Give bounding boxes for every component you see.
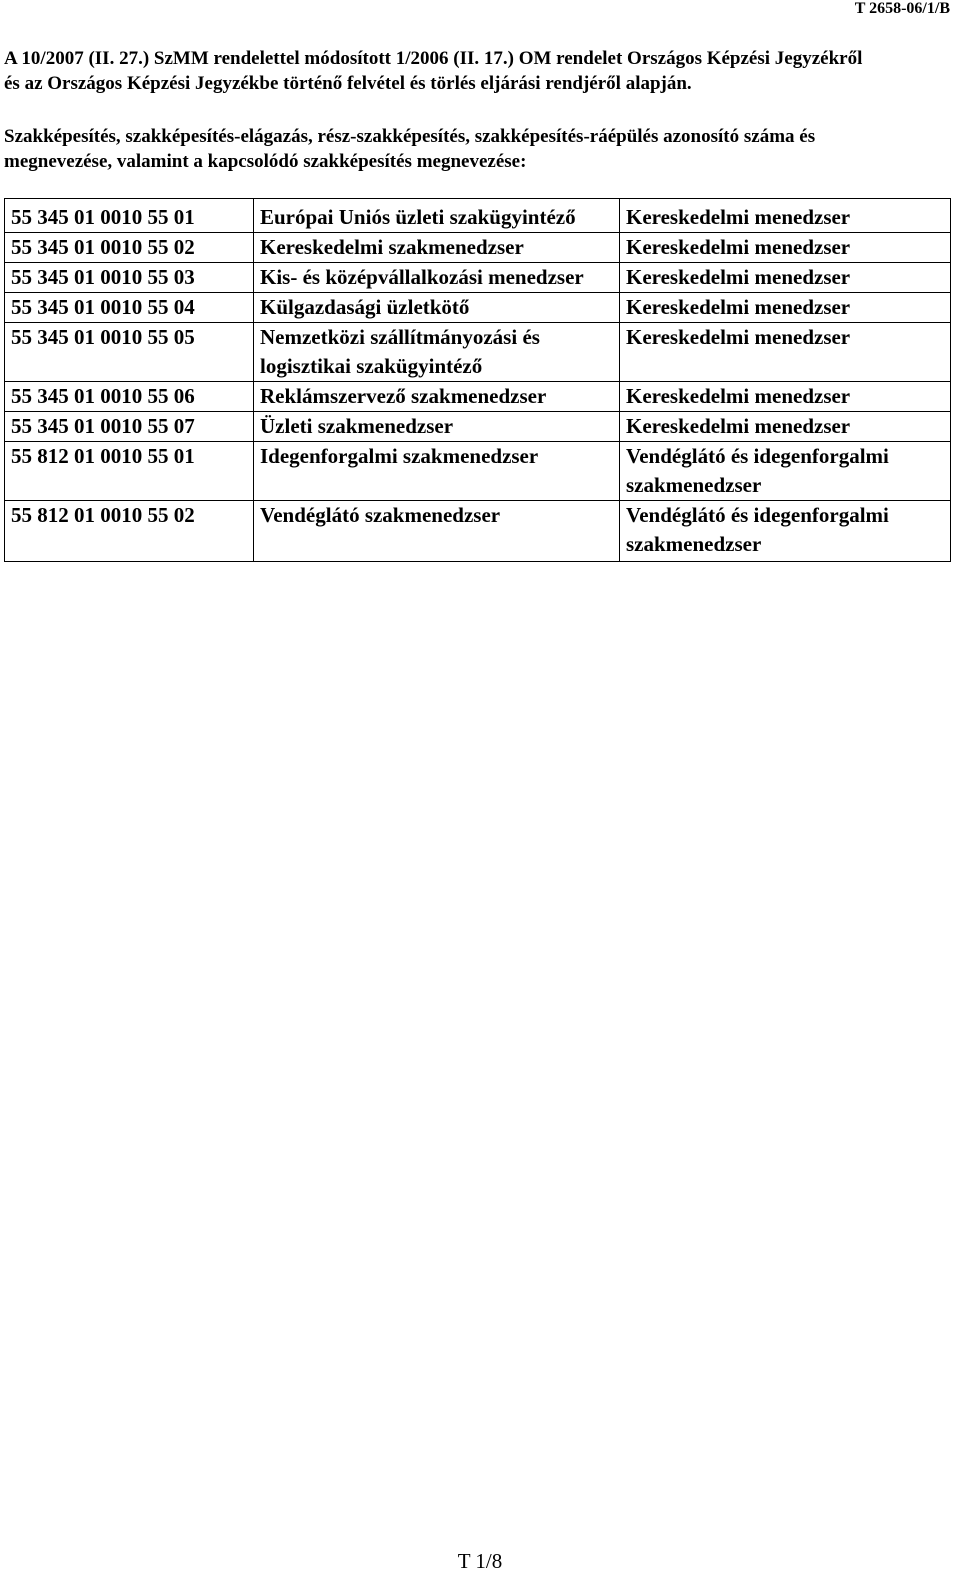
related-qualification: Kereskedelmi menedzser: [620, 293, 951, 323]
qualification-code: 55 345 01 0010 55 04: [5, 293, 254, 323]
qualification-table: [4, 198, 951, 562]
table-row: [5, 199, 951, 233]
regulation-reference-line-2: és az Országos Képzési Jegyzékbe történő felvétel és törlés eljárási rendjéről alapján.: [4, 73, 692, 94]
qualification-name: Üzleti szakmenedzser: [254, 412, 620, 442]
regulation-reference: [4, 46, 954, 96]
regulation-reference-line-1: A 10/2007 (II. 27.) SzMM rendelettel módosított 1/2006 (II. 17.) OM rendelet Országos Képzési Jegyzékről: [4, 48, 863, 69]
table-row: [5, 323, 951, 382]
qualification-code: 55 345 01 0010 55 03: [5, 263, 254, 293]
qualification-code: 55 812 01 0010 55 01: [5, 442, 254, 501]
qualification-name: Reklámszervező szakmenedzser: [254, 382, 620, 412]
table-row: [5, 412, 951, 442]
table-row: [5, 501, 951, 562]
qualification-name: Nemzetközi szállítmányozási és logisztikai szakügyintéző: [254, 323, 620, 382]
document-code: T 2658-06/1/B: [854, 0, 950, 17]
qualification-code: 55 345 01 0010 55 05: [5, 323, 254, 382]
related-qualification: Kereskedelmi menedzser: [620, 412, 951, 442]
qualification-name: Kis- és középvállalkozási menedzser: [254, 263, 620, 293]
qualification-name: Kereskedelmi szakmenedzser: [254, 233, 620, 263]
table-row: [5, 442, 951, 501]
qualification-name: Vendéglátó szakmenedzser: [254, 501, 620, 562]
related-qualification: Vendéglátó és idegenforgalmi szakmenedzser: [620, 501, 951, 562]
qualification-heading-line-1: Szakképesítés, szakképesítés-elágazás, rész-szakképesítés, szakképesítés-ráépülés azonosító száma és: [4, 126, 816, 147]
related-qualification: Kereskedelmi menedzser: [620, 199, 951, 233]
related-qualification: Kereskedelmi menedzser: [620, 263, 951, 293]
page-number: T 1/8: [457, 1549, 503, 1573]
related-qualification: Kereskedelmi menedzser: [620, 323, 951, 382]
qualification-heading-line-2: megnevezése, valamint a kapcsolódó szakképesítés megnevezése:: [4, 151, 527, 172]
table-row: [5, 293, 951, 323]
qualification-name: Külgazdasági üzletkötő: [254, 293, 620, 323]
qualification-code: 55 345 01 0010 55 07: [5, 412, 254, 442]
qualification-code: 55 345 01 0010 55 02: [5, 233, 254, 263]
related-qualification: Vendéglátó és idegenforgalmi szakmenedzser: [620, 442, 951, 501]
table-row: [5, 263, 951, 293]
related-qualification: Kereskedelmi menedzser: [620, 382, 951, 412]
qualification-code: 55 345 01 0010 55 06: [5, 382, 254, 412]
table-row: [5, 382, 951, 412]
qualification-code: 55 812 01 0010 55 02: [5, 501, 254, 562]
qualification-heading: [4, 124, 954, 174]
related-qualification: Kereskedelmi menedzser: [620, 233, 951, 263]
qualification-name: Idegenforgalmi szakmenedzser: [254, 442, 620, 501]
qualification-name: Európai Uniós üzleti szakügyintéző: [254, 199, 620, 233]
table-row: [5, 233, 951, 263]
qualification-code: 55 345 01 0010 55 01: [5, 199, 254, 233]
